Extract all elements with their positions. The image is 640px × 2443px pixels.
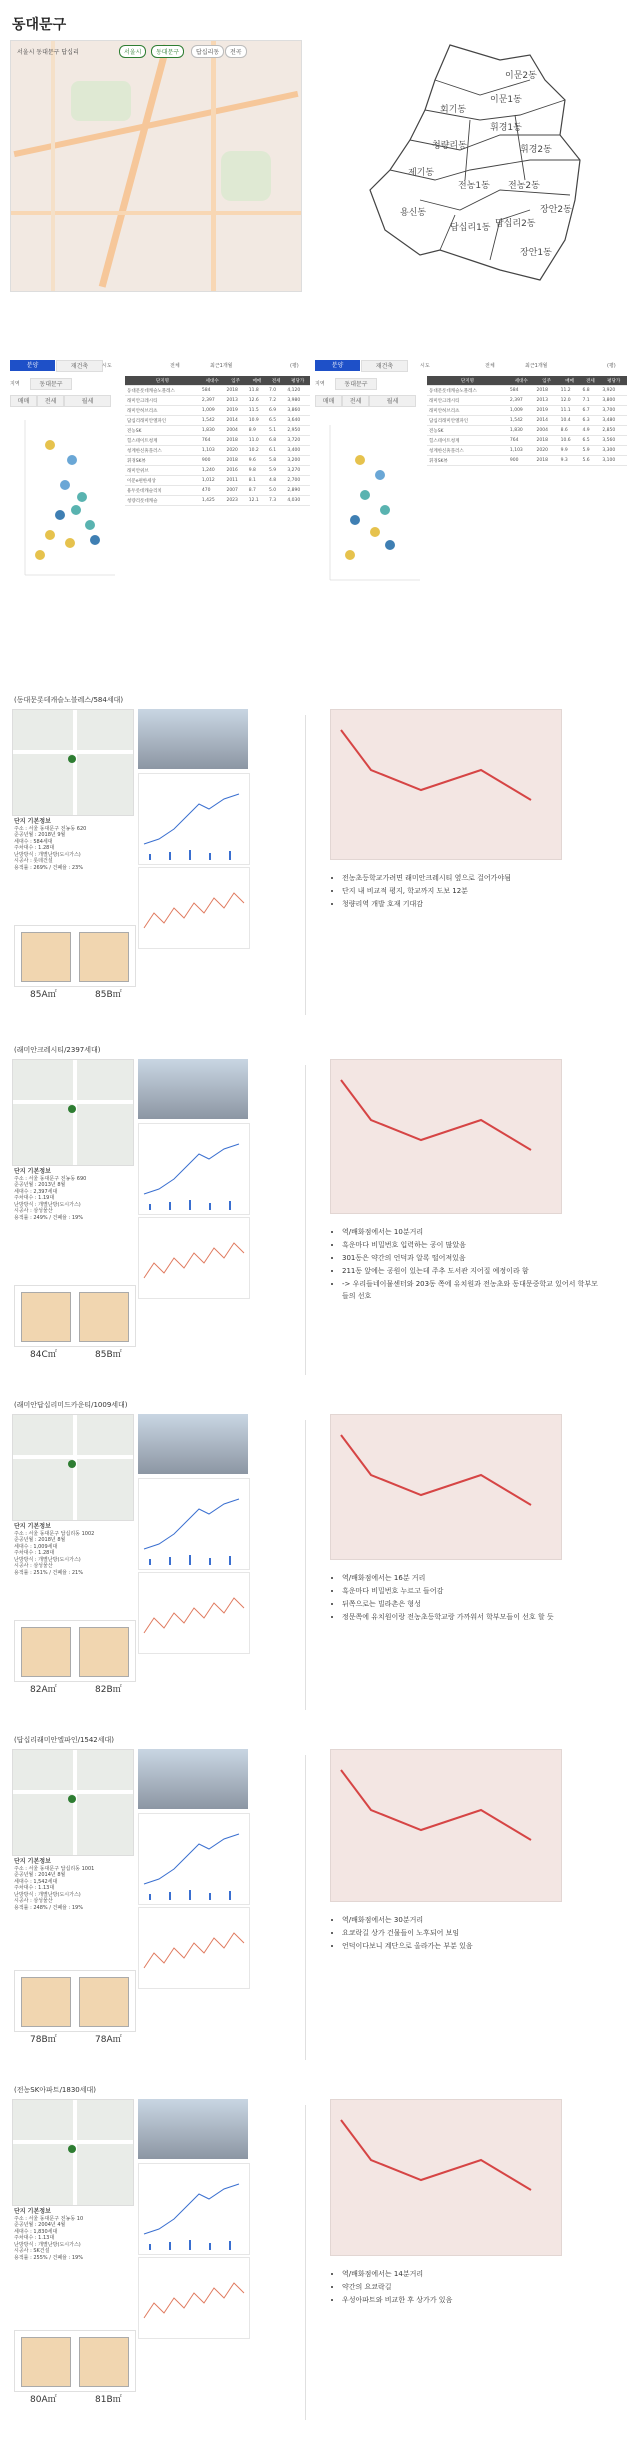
info-line: 준공년월 : 2013년 8월 bbox=[14, 1182, 66, 1188]
scatter-plot-2 bbox=[315, 420, 425, 590]
plan-area-b: 85B㎡ bbox=[95, 1350, 122, 1360]
table-row[interactable]: 래미안크레시티 2,397 2013 12.0 7.1 3,800 bbox=[427, 396, 627, 406]
floor-plan bbox=[14, 1620, 136, 1682]
side-btn-buy[interactable]: 매매 bbox=[10, 395, 37, 407]
plan-area-b: 81B㎡ bbox=[95, 2395, 122, 2405]
complex-title: (동대문롯데캐슬노블레스/584세대) bbox=[14, 696, 124, 704]
info-line: 용적률 : 248% / 건폐율 : 19% bbox=[14, 1904, 83, 1911]
trade-chart bbox=[138, 2257, 250, 2339]
table-row[interactable]: 힐스테이트청계 764 2018 11.0 6.8 3,720 bbox=[125, 436, 310, 446]
complex-section bbox=[0, 2085, 640, 2430]
divider bbox=[305, 1420, 306, 1710]
info-line: 주차대수 : 1.28대 bbox=[14, 1550, 55, 1556]
plan-area-a: 80A㎡ bbox=[30, 2395, 57, 2405]
complex-info bbox=[14, 819, 134, 871]
complex-notes bbox=[330, 1914, 602, 1953]
trade-chart bbox=[138, 867, 250, 949]
info-line: 준공년월 : 2004년 4월 bbox=[14, 2222, 66, 2228]
result-table-1 bbox=[125, 376, 310, 506]
chip-dapsimni[interactable]: 답십리동 bbox=[191, 45, 224, 58]
note-item: • -> 우리들네이뮬센터와 203동 쪽에 유치원과 전농초와 동대문중학교 있어서 학부모들의 선호 bbox=[342, 1278, 602, 1302]
info-line: 시공사 : 삼성물산 bbox=[14, 1563, 53, 1569]
info-line: 주소 : 서울 동대문구 전농동 620 bbox=[14, 825, 87, 832]
region-dapsimni1: 답십리1동 bbox=[450, 223, 491, 233]
complex-section bbox=[0, 1735, 640, 2070]
info-line: 준공년월 : 2014년 8월 bbox=[14, 1872, 66, 1878]
region-hwigyeong2: 휘경2동 bbox=[520, 145, 552, 155]
table-row[interactable]: 래미안크레시티 2,397 2013 12.6 7.2 3,980 bbox=[125, 396, 310, 406]
plan-area-a: 78B㎡ bbox=[30, 2035, 57, 2045]
map-breadcrumb: 서울시 동대문구 답십리 bbox=[17, 49, 79, 56]
col-jeonse: 전세 bbox=[267, 376, 285, 386]
trade-chart bbox=[138, 1907, 250, 1989]
table-row[interactable]: 용두롯데캐슬리치 470 2007 8.7 5.0 2,890 bbox=[125, 486, 310, 496]
region-hwigyeong1: 휘경1동 bbox=[490, 123, 522, 133]
region-jangan1: 장안1동 bbox=[520, 248, 552, 258]
info-title: 단지 기본정보 bbox=[14, 1858, 51, 1865]
note-item: • 정문쪽에 유치원이랑 전농초등학교랑 가까워서 학부모들이 선호 할 듯 bbox=[342, 1611, 602, 1623]
note-item: • 역/배화점에서는 16분 거리 bbox=[342, 1572, 602, 1584]
price-chart bbox=[138, 1813, 250, 1905]
info-line: 주차대수 : 1.13대 bbox=[14, 2235, 55, 2241]
info-title: 단지 기본정보 bbox=[14, 1523, 51, 1530]
info-line: 용적률 : 269% / 건폐율 : 23% bbox=[14, 864, 83, 871]
location-pin-icon bbox=[68, 1105, 76, 1113]
info-line: 난방방식 : 개별난방(도시가스) bbox=[14, 2241, 81, 2248]
price-chart bbox=[138, 773, 250, 865]
search-panel-2 bbox=[315, 360, 630, 695]
table-row[interactable]: 청량리롯데캐슬 1,425 2023 12.1 7.3 4,030 bbox=[125, 496, 310, 506]
table-row[interactable]: 래미안위브 1,240 2016 9.8 5.9 3,270 bbox=[125, 466, 310, 476]
complex-photo bbox=[138, 1059, 248, 1119]
info-line: 주소 : 서울 동대문구 전농동 690 bbox=[14, 1175, 87, 1182]
table-row[interactable]: 청계한신휴플러스 1,103 2020 10.2 6.1 3,400 bbox=[125, 446, 310, 456]
route-map[interactable] bbox=[330, 1059, 562, 1214]
unit-label: (평) bbox=[290, 363, 299, 369]
route-map[interactable] bbox=[330, 2099, 562, 2256]
trade-chart bbox=[138, 1217, 250, 1299]
plan-area-b: 82B㎡ bbox=[95, 1685, 122, 1695]
divider bbox=[305, 2105, 306, 2420]
region-imun1: 이문1동 bbox=[490, 95, 522, 105]
complex-location-map[interactable] bbox=[12, 1749, 134, 1856]
info-line: 시공사 : 롯데건설 bbox=[14, 858, 53, 864]
complex-location-map[interactable] bbox=[12, 1059, 134, 1166]
info-line: 세대수 : 2,397세대 bbox=[14, 1188, 58, 1195]
plan-area-b: 85B㎡ bbox=[95, 990, 122, 1000]
side-btn-buy[interactable]: 매매 bbox=[315, 395, 342, 407]
trade-chart bbox=[138, 1572, 250, 1654]
table-row[interactable]: 휘경SK뷰 900 2018 9.3 5.6 3,100 bbox=[427, 456, 627, 466]
info-line: 준공년월 : 2018년 9월 bbox=[14, 832, 66, 838]
table-row[interactable]: 전농SK 1,830 2004 8.9 5.1 2,950 bbox=[125, 426, 310, 436]
col-year: 입주 bbox=[224, 376, 246, 386]
table-row[interactable]: 전농SK 1,830 2004 8.6 4.9 2,850 bbox=[427, 426, 627, 436]
district-map bbox=[330, 40, 620, 290]
complex-section bbox=[0, 1045, 640, 1385]
info-title: 단지 기본정보 bbox=[14, 818, 51, 825]
note-item: • 역/배화점에서는 30분거리 bbox=[342, 1914, 602, 1926]
floor-plan bbox=[14, 1970, 136, 2032]
side-btn-rent[interactable]: 월세 bbox=[369, 395, 416, 407]
region-label: 지역 bbox=[10, 381, 20, 387]
info-line: 주소 : 서울 동대문구 답십리동 1001 bbox=[14, 1865, 95, 1872]
tab-sale[interactable]: 분양 bbox=[315, 360, 360, 371]
region-jeonnong2: 전농2동 bbox=[508, 181, 540, 191]
region-select[interactable]: 동대문구 bbox=[335, 378, 377, 390]
filter-period[interactable]: 최근1개월 bbox=[525, 363, 548, 369]
filter-period[interactable]: 최근1개월 bbox=[210, 363, 233, 369]
complex-notes bbox=[330, 2268, 602, 2307]
note-item: • 역/배화점에서는 14분거리 bbox=[342, 2268, 602, 2280]
region-imun2: 이문2동 bbox=[505, 71, 537, 81]
note-item: • 뒤쪽으로는 빌라촌은 형성 bbox=[342, 1598, 602, 1610]
col-buy: 매매 bbox=[247, 376, 267, 386]
complex-info bbox=[14, 2209, 134, 2261]
info-line: 세대수 : 584세대 bbox=[14, 838, 53, 845]
filter-sido[interactable]: 시도 bbox=[420, 363, 430, 369]
table-row[interactable]: 동대문롯데캐슬노블레스 584 2018 11.2 6.8 3,920 bbox=[427, 386, 627, 396]
chip-dongdaemun[interactable]: 동대문구 bbox=[151, 45, 184, 58]
complex-title: (래미안크레시티/2397세대) bbox=[14, 1046, 101, 1054]
price-chart bbox=[138, 1478, 250, 1570]
info-line: 난방방식 : 개별난방(도시가스) bbox=[14, 1891, 81, 1898]
divider bbox=[305, 1065, 306, 1375]
result-table-2: 단지명 세대수 입주 매매 전세 평당가 동대문롯데캐슬노블레스 584 2018 11.2 6.8 3,920 래미안크레시티 2,397 2013 12.0 7.1 3,800 래미안허브리츠 1,009 2019 11.1 6.7 3,700 답십리래미안엘파인 1,542 2014 10.4 6.3 3,480 전농SK 1,830 2004 8.6 4.9 2,850 힐스테이트청계 764 2018 10.6 6.5 3,560 청계한신휴플러스 1,103 2020 9.9 5.9 3,300 휘경SK뷰 900 2018 9.3 5.6 3,100 bbox=[427, 376, 627, 466]
complex-section bbox=[0, 1400, 640, 1720]
side-btn-rent[interactable]: 월세 bbox=[64, 395, 111, 407]
complex-notes bbox=[330, 1572, 602, 1624]
location-pin-icon bbox=[68, 1795, 76, 1803]
route-map[interactable] bbox=[330, 709, 562, 860]
table-row[interactable]: 청계한신휴플러스 1,103 2020 9.9 5.9 3,300 bbox=[427, 446, 627, 456]
complex-title: (전농SK아파트/1830세대) bbox=[14, 2086, 97, 2094]
info-line: 주차대수 : 1.28대 bbox=[14, 845, 55, 851]
price-chart bbox=[138, 2163, 250, 2255]
info-line: 주소 : 서울 동대문구 답십리동 1002 bbox=[14, 1530, 95, 1537]
note-item: • 단지 내 비교적 평지, 학교까지 도보 12분 bbox=[342, 885, 602, 897]
note-item: • 역/배화점에서는 10분거리 bbox=[342, 1226, 602, 1238]
info-line: 시공사 : 삼성물산 bbox=[14, 1208, 53, 1214]
note-item: • 요쿄락길 상가 건물들이 노후되어 보임 bbox=[342, 1927, 602, 1939]
note-item: • 언덕이다보니 계단으로 올라가는 부분 있음 bbox=[342, 1940, 602, 1952]
info-line: 세대수 : 1,830세대 bbox=[14, 2228, 58, 2235]
table-row[interactable]: 래미안허브리츠 1,009 2019 11.5 6.9 3,860 bbox=[125, 406, 310, 416]
region-jegi: 제기동 bbox=[408, 168, 435, 178]
col-units: 세대수 bbox=[200, 376, 225, 386]
page-title: 동대문구 bbox=[12, 17, 67, 33]
info-line: 난방방식 : 개별난방(도시가스) bbox=[14, 1556, 81, 1563]
route-map[interactable] bbox=[330, 1749, 562, 1902]
info-line: 주차대수 : 1.19대 bbox=[14, 1195, 55, 1201]
complex-location-map[interactable] bbox=[12, 709, 134, 816]
info-title: 단지 기본정보 bbox=[14, 2208, 51, 2215]
plan-area-a: 85A㎡ bbox=[30, 990, 57, 1000]
info-line: 시공사 : 삼성물산 bbox=[14, 1898, 53, 1904]
table-row[interactable]: 답십리래미안엘파인 1,542 2014 10.4 6.3 3,480 bbox=[427, 416, 627, 426]
tab-rebuild[interactable]: 재건축 bbox=[56, 360, 103, 372]
table-row[interactable]: 래미안허브리츠 1,009 2019 11.1 6.7 3,700 bbox=[427, 406, 627, 416]
info-line: 난방방식 : 개별난방(도시가스) bbox=[14, 1201, 81, 1208]
info-line: 용적률 : 249% / 건폐율 : 19% bbox=[14, 1214, 83, 1221]
divider bbox=[305, 715, 306, 1015]
note-item: • 청량리역 개발 호재 기대감 bbox=[342, 898, 602, 910]
info-title: 단지 기본정보 bbox=[14, 1168, 51, 1175]
scatter-plot-1 bbox=[10, 415, 120, 585]
filter-all[interactable]: 전체 bbox=[170, 363, 180, 369]
complex-section bbox=[0, 695, 640, 1025]
chip-all[interactable]: 전곡 bbox=[225, 45, 247, 58]
table-row[interactable]: 동대문롯데캐슬노블레스 584 2018 11.8 7.0 4,120 bbox=[125, 386, 310, 396]
note-item: • 약간의 요쿄락길 bbox=[342, 2281, 602, 2293]
region-cheongnyangni: 청량리동 bbox=[432, 141, 467, 151]
unit-label: (평) bbox=[607, 363, 616, 369]
route-map[interactable] bbox=[330, 1414, 562, 1560]
complex-location-map[interactable] bbox=[12, 1414, 134, 1521]
note-item: • 전농초등학교가려면 래미안크레시티 옆으로 걸어가야됨 bbox=[342, 872, 602, 884]
complex-title: (답십리래미안엘파인/1542세대) bbox=[14, 1736, 115, 1744]
complex-info bbox=[14, 1524, 134, 1576]
complex-location-map[interactable] bbox=[12, 2099, 134, 2206]
info-line: 용적률 : 251% / 건폐율 : 21% bbox=[14, 1569, 83, 1576]
complex-photo bbox=[138, 1749, 248, 1809]
info-line: 세대수 : 1,542세대 bbox=[14, 1878, 58, 1885]
tab-sale[interactable]: 분양 bbox=[10, 360, 55, 371]
price-chart bbox=[138, 1123, 250, 1215]
note-item: • 301동은 약간의 언덕과 알록 떨어져있음 bbox=[342, 1252, 602, 1264]
region-label: 지역 bbox=[315, 381, 325, 387]
plan-area-a: 82A㎡ bbox=[30, 1685, 57, 1695]
location-pin-icon bbox=[68, 2145, 76, 2153]
complex-title: (래미안답십리미드카운티/1009세대) bbox=[14, 1401, 128, 1409]
note-item: • 우성아파트와 비교한 후 상가가 있음 bbox=[342, 2294, 602, 2306]
location-pin-icon bbox=[68, 755, 76, 763]
info-line: 용적률 : 255% / 건폐율 : 19% bbox=[14, 2254, 83, 2261]
note-item: • 흑운마다 비밀번호 입력하는 공이 많았음 bbox=[342, 1239, 602, 1251]
info-line: 시공사 : SK건설 bbox=[14, 2248, 50, 2254]
plan-area-a: 84C㎡ bbox=[30, 1350, 57, 1360]
search-panel-1 bbox=[10, 360, 310, 695]
floor-plan bbox=[14, 925, 136, 987]
region-jeonnong1: 전농1동 bbox=[458, 181, 490, 191]
complex-info bbox=[14, 1859, 134, 1911]
table-row[interactable]: 힐스테이트청계 764 2018 10.6 6.5 3,560 bbox=[427, 436, 627, 446]
col-price: 평당가 bbox=[285, 376, 310, 386]
info-line: 세대수 : 1,009세대 bbox=[14, 1543, 58, 1550]
info-line: 준공년월 : 2018년 8월 bbox=[14, 1537, 66, 1543]
plan-area-b: 78A㎡ bbox=[95, 2035, 122, 2045]
complex-photo bbox=[138, 709, 248, 769]
floor-plan bbox=[14, 1285, 136, 1347]
filter-all[interactable]: 전체 bbox=[485, 363, 495, 369]
table-row[interactable]: 이문e편한세상 1,012 2011 8.1 4.8 2,700 bbox=[125, 476, 310, 486]
location-pin-icon bbox=[68, 1460, 76, 1468]
filter-sido[interactable]: 시도 bbox=[102, 363, 112, 369]
region-select[interactable]: 동대문구 bbox=[30, 378, 72, 390]
complex-info bbox=[14, 1169, 134, 1221]
complex-notes bbox=[330, 1226, 602, 1303]
note-item: • 211동 앞에는 공원이 있는데 주추 도서관 지어질 예정이라 함 bbox=[342, 1265, 602, 1277]
floor-plan bbox=[14, 2330, 136, 2392]
divider bbox=[305, 1755, 306, 2060]
side-btn-jeonse[interactable]: 전세 bbox=[342, 395, 369, 407]
table-row[interactable]: 휘경SK뷰 900 2018 9.6 5.8 3,200 bbox=[125, 456, 310, 466]
region-hoegi: 회기동 bbox=[440, 105, 467, 115]
col-name: 단지명 bbox=[125, 376, 200, 386]
tab-rebuild[interactable]: 재건축 bbox=[361, 360, 408, 372]
note-item: • 흑운마다 비밀번호 누르고 들어감 bbox=[342, 1585, 602, 1597]
info-line: 주소 : 서울 동대문구 전농동 10 bbox=[14, 2215, 84, 2222]
side-btn-jeonse[interactable]: 전세 bbox=[37, 395, 64, 407]
region-jangan2: 장안2동 bbox=[540, 205, 572, 215]
table-row[interactable]: 답십리래미안엘파인 1,542 2014 10.9 6.5 3,640 bbox=[125, 416, 310, 426]
region-yongsin: 용신동 bbox=[400, 208, 427, 218]
chip-seoul[interactable]: 서울시 bbox=[119, 45, 146, 58]
info-line: 주차대수 : 1.13대 bbox=[14, 1885, 55, 1891]
complex-notes bbox=[330, 872, 602, 911]
complex-photo bbox=[138, 2099, 248, 2159]
top-map[interactable] bbox=[10, 40, 302, 292]
info-line: 난방방식 : 개별난방(도시가스) bbox=[14, 851, 81, 858]
region-dapsimni2: 답십리2동 bbox=[495, 219, 536, 229]
complex-photo bbox=[138, 1414, 248, 1474]
